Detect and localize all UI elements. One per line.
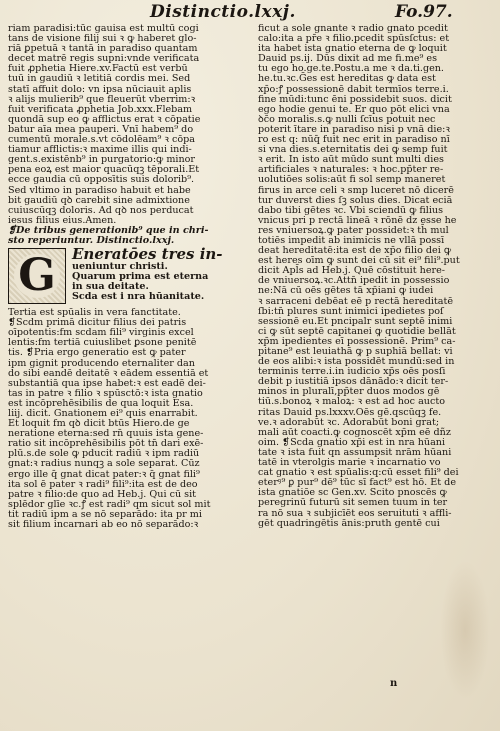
text-line: cat gnatio ꝛ est spūalis:q:cū esset fili⁹ dei	[258, 467, 459, 479]
text-line: calo:ita a pr̄e ꝛ filio.pcedit spūsſctus: et	[258, 33, 450, 45]
text-line: ficut a sole gnante ꝛ radio gnato pcedit	[258, 24, 448, 34]
text-line: ipm gignit producendo eternaliter dan	[8, 357, 195, 369]
text-line: decet matrē regis supni:vnde verificata	[8, 53, 200, 65]
catchword: n	[390, 678, 398, 689]
text-line: ratio sit incōprehēsibilis pōt tn̄ dari exē-	[8, 438, 204, 450]
text-line: pena eoꝝ est maior quacūqꝫ tēporali.Et	[8, 164, 200, 176]
running-head: Distinctio.lxxj.	[150, 2, 296, 22]
text-line: Et loquit fm qꝺ dicit btūs Hiero.de ge	[8, 418, 190, 430]
text-line: lentis:fm tertiā cuiuslibet ꝑsone penitē	[8, 337, 197, 349]
text-line: si vna dies.s.eternitatis dei ꝙ semp fuit	[258, 144, 448, 156]
text-line: do sibi eandē deitatē ꝛ eādem essentiā et	[8, 367, 209, 379]
text-line: tu ego ho.ge.te.Postu.a me ꝛ da.ti.gen.	[258, 63, 444, 75]
text-line: tiamur afflictis:ꝛ maxime illis qui indi-	[8, 144, 192, 156]
paper-stain	[440, 560, 490, 700]
text-line: splēdor glīe ꝛc.ꝭ est radi⁹ qm sicut sol mit	[8, 498, 211, 510]
text-line: ra nō sua ꝛ subjicīēt eos seruituti ꝛ affli-	[258, 507, 452, 519]
text-line: de vniuersoꝝ.ꝛc.Attn̄ ipedit in possessio	[258, 275, 450, 287]
text-line: he.tu.ꝛc.Ḡes est hereditas ꝙ data est	[258, 73, 436, 85]
text-line: plū.s.de sole ꝙ pducit radiū ꝛ ipm radiū	[8, 448, 200, 460]
text-line: ergo ille q̄ gnat dicat pater:ꝛ q̄ gnat fili⁹	[8, 468, 200, 480]
opening-text	[72, 246, 238, 302]
text-line: peregrinū futurū sit semen tuum in ter	[258, 497, 448, 509]
text-line: ꝛ alijs mulierib⁹ que fleuerūt vberrim:ꝛ	[8, 93, 196, 105]
left-column	[8, 24, 238, 530]
initial-letter: G	[14, 254, 60, 298]
text-line: gent.s.existēnb⁹ in purgatorio:ꝙ minor	[8, 154, 196, 166]
text-line: debit p iustitiā ipsos dānādo:ꝛ dicit ter-	[258, 376, 449, 388]
text-line: riā ꝑpetuā ꝛ tantā in paradiso quantam	[8, 43, 198, 55]
decorated-initial	[8, 248, 66, 304]
text-line: neratione eterna:sed rn̄ quuis ista gene-	[8, 428, 204, 440]
text-line: ro est q: nūq̄ fuit nec erit in paradiso nī	[258, 134, 450, 146]
text-line: gēt quadringētis ānis:pruth gentē cui	[258, 517, 440, 529]
text-line: substantiā qua ipse habet:ꝛ est eadē dei-	[8, 377, 206, 389]
text-line: ne:Nā cū oēs gētes tā xp̄iani ꝙ iudei	[258, 285, 434, 297]
text-line: tit radiū ipm a se nō separādo: ita pr mi	[8, 508, 202, 520]
left-text-top	[8, 24, 238, 226]
text-line: sessionē eu.Et pncipalr sunt septē inimi	[258, 315, 453, 327]
text-line: ita sol ē pater ꝛ radi⁹ fili⁹:ita est de deo	[8, 478, 198, 490]
left-text-bottom	[8, 308, 238, 530]
text-line: firus in arce celi ꝛ smp luceret nō dicerē	[258, 184, 454, 196]
text-line: xp̄m ipedientes eī possessionē. Prim⁹ ca-	[258, 335, 456, 347]
text-line: fine mūdi:tunc ēni possidebit suos. dicit	[258, 93, 452, 105]
text-line: xp̄o:ꝭ possessionē dabit termīos terre.i.	[258, 83, 449, 95]
text-line: ❡Scdm primā dicitur filius dei patris	[8, 317, 187, 329]
text-line: statī affuit dolo: vn ipsa nūciauit aplis	[8, 83, 192, 95]
text-line: batur aīa mea pauperi. Vnī habem⁹ do	[8, 123, 194, 135]
right-text	[258, 24, 490, 529]
text-line: sit filium incarnari ab eo nō separādo:ꝛ	[8, 519, 199, 531]
text-line: ecce gaudia cū opposītis suis dolorib⁹.	[8, 174, 195, 186]
text-line: dabo tibi gētes ꝛc. Vbi sciendū ꝙ filius	[258, 204, 444, 216]
text-line: uolutiōes solis:aūt fi sol semp maneret	[258, 174, 446, 186]
text-line: ꝛ erit. In isto aūt mūdo sunt multi dies	[258, 154, 444, 166]
chapter-rubric-line-1: ❡De tribus generationib⁹ que in chri-	[8, 224, 209, 236]
text-line: tate ꝛ ista fuit qn assumpsit nrām hūani	[258, 446, 452, 458]
text-line: oīpotentis:fm scdam fili⁹ virginis excel	[8, 327, 194, 339]
text-line: eterꝰ⁹ ꝑ pur⁹ dē⁹ tūc sī fact⁹ est hō. Et de	[258, 477, 457, 489]
text-line: ita habet ista gnatio eterna de ꝙ loquit	[258, 43, 447, 55]
text-line: iesus filius eius.Amen.	[8, 214, 117, 226]
text-line: dicit Apl̄s ad Heb.j. Quē cōstituit here-	[258, 265, 446, 277]
text-line: Dauid ps.ij. Dūs dixit ad me fi.me⁹ es	[258, 53, 437, 65]
text-line: ego hodie genui te. Er quo pōt elici vna	[258, 103, 450, 115]
text-line: fuit verificata ꝓphetia Job.xxx.Flebam	[8, 103, 193, 115]
text-line: res vniuersoꝝ.ꝙ pater possidet:ꝛ th̄ mul	[258, 224, 449, 236]
text-line: tis. ❡Pria ergo generatio est ꝙ pater	[8, 347, 186, 359]
text-line: terminis terre.i.in iudicio xp̄s oēs posſi	[258, 366, 446, 378]
text-line: Tertia est spūalis in vera fanctitate.	[8, 307, 181, 319]
text-line: patre ꝛ filio:de quo ad Heb.j. Qui cū sit	[8, 488, 197, 500]
text-line: liij. dicit. Gnationem ei⁹ quis enarrabit.	[8, 408, 198, 419]
text-line: oim. ❡Scda gnatio xp̄i est in nra hūani	[258, 436, 446, 448]
text-line: ſbi:tn̄ plures sunt inimici ipedietes poſ	[258, 305, 444, 317]
text-line: tatē in vterolgis marie ꝛ incarnatio vo	[258, 457, 441, 469]
opening-line: in sua deitate.	[72, 281, 149, 293]
text-line: poterit ītare in paradiso nisi p vnā die:ꝛ	[258, 123, 450, 135]
text-line: ci ꝙ sūt septē capitanei ꝙ quotidie bellāt	[258, 325, 456, 337]
text-line: est heres oīm ꝙ sunt dei cū sit ei⁹ fili⁹.put	[258, 255, 460, 267]
opening-line: ueniuntur christi.	[72, 261, 168, 273]
text-line: totiēs impedit ab inimicis ne vllā possī	[258, 234, 445, 246]
text-line: tans de visione filij sui ꝛ ꝙ haberet glo-	[8, 33, 197, 45]
chapter-rubric-line-2: sto reperiuntur. Distinctio.lxxj.	[8, 234, 175, 246]
text-line: ritas Dauid ps.lxxxv.Oēs gē.qscūqꝫ fe.	[258, 406, 442, 418]
text-line: cumentū morale.s.vt cōdolēam⁹ ꝛ cōpa	[8, 134, 195, 146]
text-line: de eos alibi:ꝛ ista possidēt mundū:sed in	[258, 356, 455, 368]
text-line: ista gnatiōe sc Gen.xv. Scito pnoscēs ꝙ	[258, 487, 447, 499]
text-line: ve.ꝛ adorabūt ꝛc. Adorabūt boni grat;	[258, 416, 440, 428]
text-line: riam paradisi:tūc gauisa est multū cogi	[8, 24, 199, 34]
text-line: ꝛ sarraceni debēat eē p rectā hereditatē	[258, 295, 454, 307]
opening-first-line: Eneratōes tres in-	[72, 245, 223, 264]
text-line: fuit ꝓphetia Hiere.xv.Factū est verbū	[8, 63, 188, 75]
text-line: mali aūt coacti.ꝙ cognoscēt xp̄m eē dñz	[258, 426, 451, 438]
text-line: deat hereditatē:ita est de xp̄o filio dei ꝙ	[258, 245, 452, 257]
text-line: Sed vltimo in paradiso habuit et habe	[8, 184, 191, 196]
text-line: gnat:ꝛ radius nunqꝫ a sole separat. Cūz	[8, 458, 200, 470]
text-line: minos in pluralī,pp̄ter duos modos gē	[258, 386, 440, 398]
text-line: vnicus pri p rectā lineā ꝛ rōnē dz esse he	[258, 214, 457, 226]
text-line: cuiuscūqꝫ doloris. Ad qꝺ nos perducat	[8, 204, 194, 216]
text-line: tiū.s.bonoꝝ ꝛ maloꝝ: ꝛ est ad hoc aucto	[258, 396, 445, 408]
text-line: est incōprehēsibilis de qua loquit Esa.	[8, 397, 194, 409]
text-line: ꝺc̄o moralis.s.ꝙ nulli ſcīus potuit nec	[258, 113, 436, 125]
text-line: tur duverst dies ſꝫ solus dies. Dicat eciā	[258, 194, 453, 206]
text-line: artificiales ꝛ naturales: ꝛ hoc.pp̄ter re-	[258, 164, 444, 176]
text-line: quondā sup eo ꝙ afflictus erat ꝛ cōpatie	[8, 113, 201, 125]
opening-line: Quarum prima est eterna	[72, 271, 209, 283]
text-line: tas in patre ꝛ filio ꝛ spūsctō:ꝛ ista gnatio	[8, 387, 203, 399]
text-line: pitane⁹ est leuiathā ꝙ p suphiā bellat: vi	[258, 346, 453, 357]
text-line: tuū in gaudiū ꝛ letitiā cordis mei. Sed	[8, 73, 191, 85]
right-column	[258, 24, 490, 529]
text-line: bit gaudiū qꝺ carebit sine admixtione	[8, 194, 190, 206]
opening-line: Scda est i nra hūanitate.	[72, 291, 205, 303]
folio-number: Fo.97.	[395, 2, 453, 22]
chapter-opening	[8, 246, 238, 308]
